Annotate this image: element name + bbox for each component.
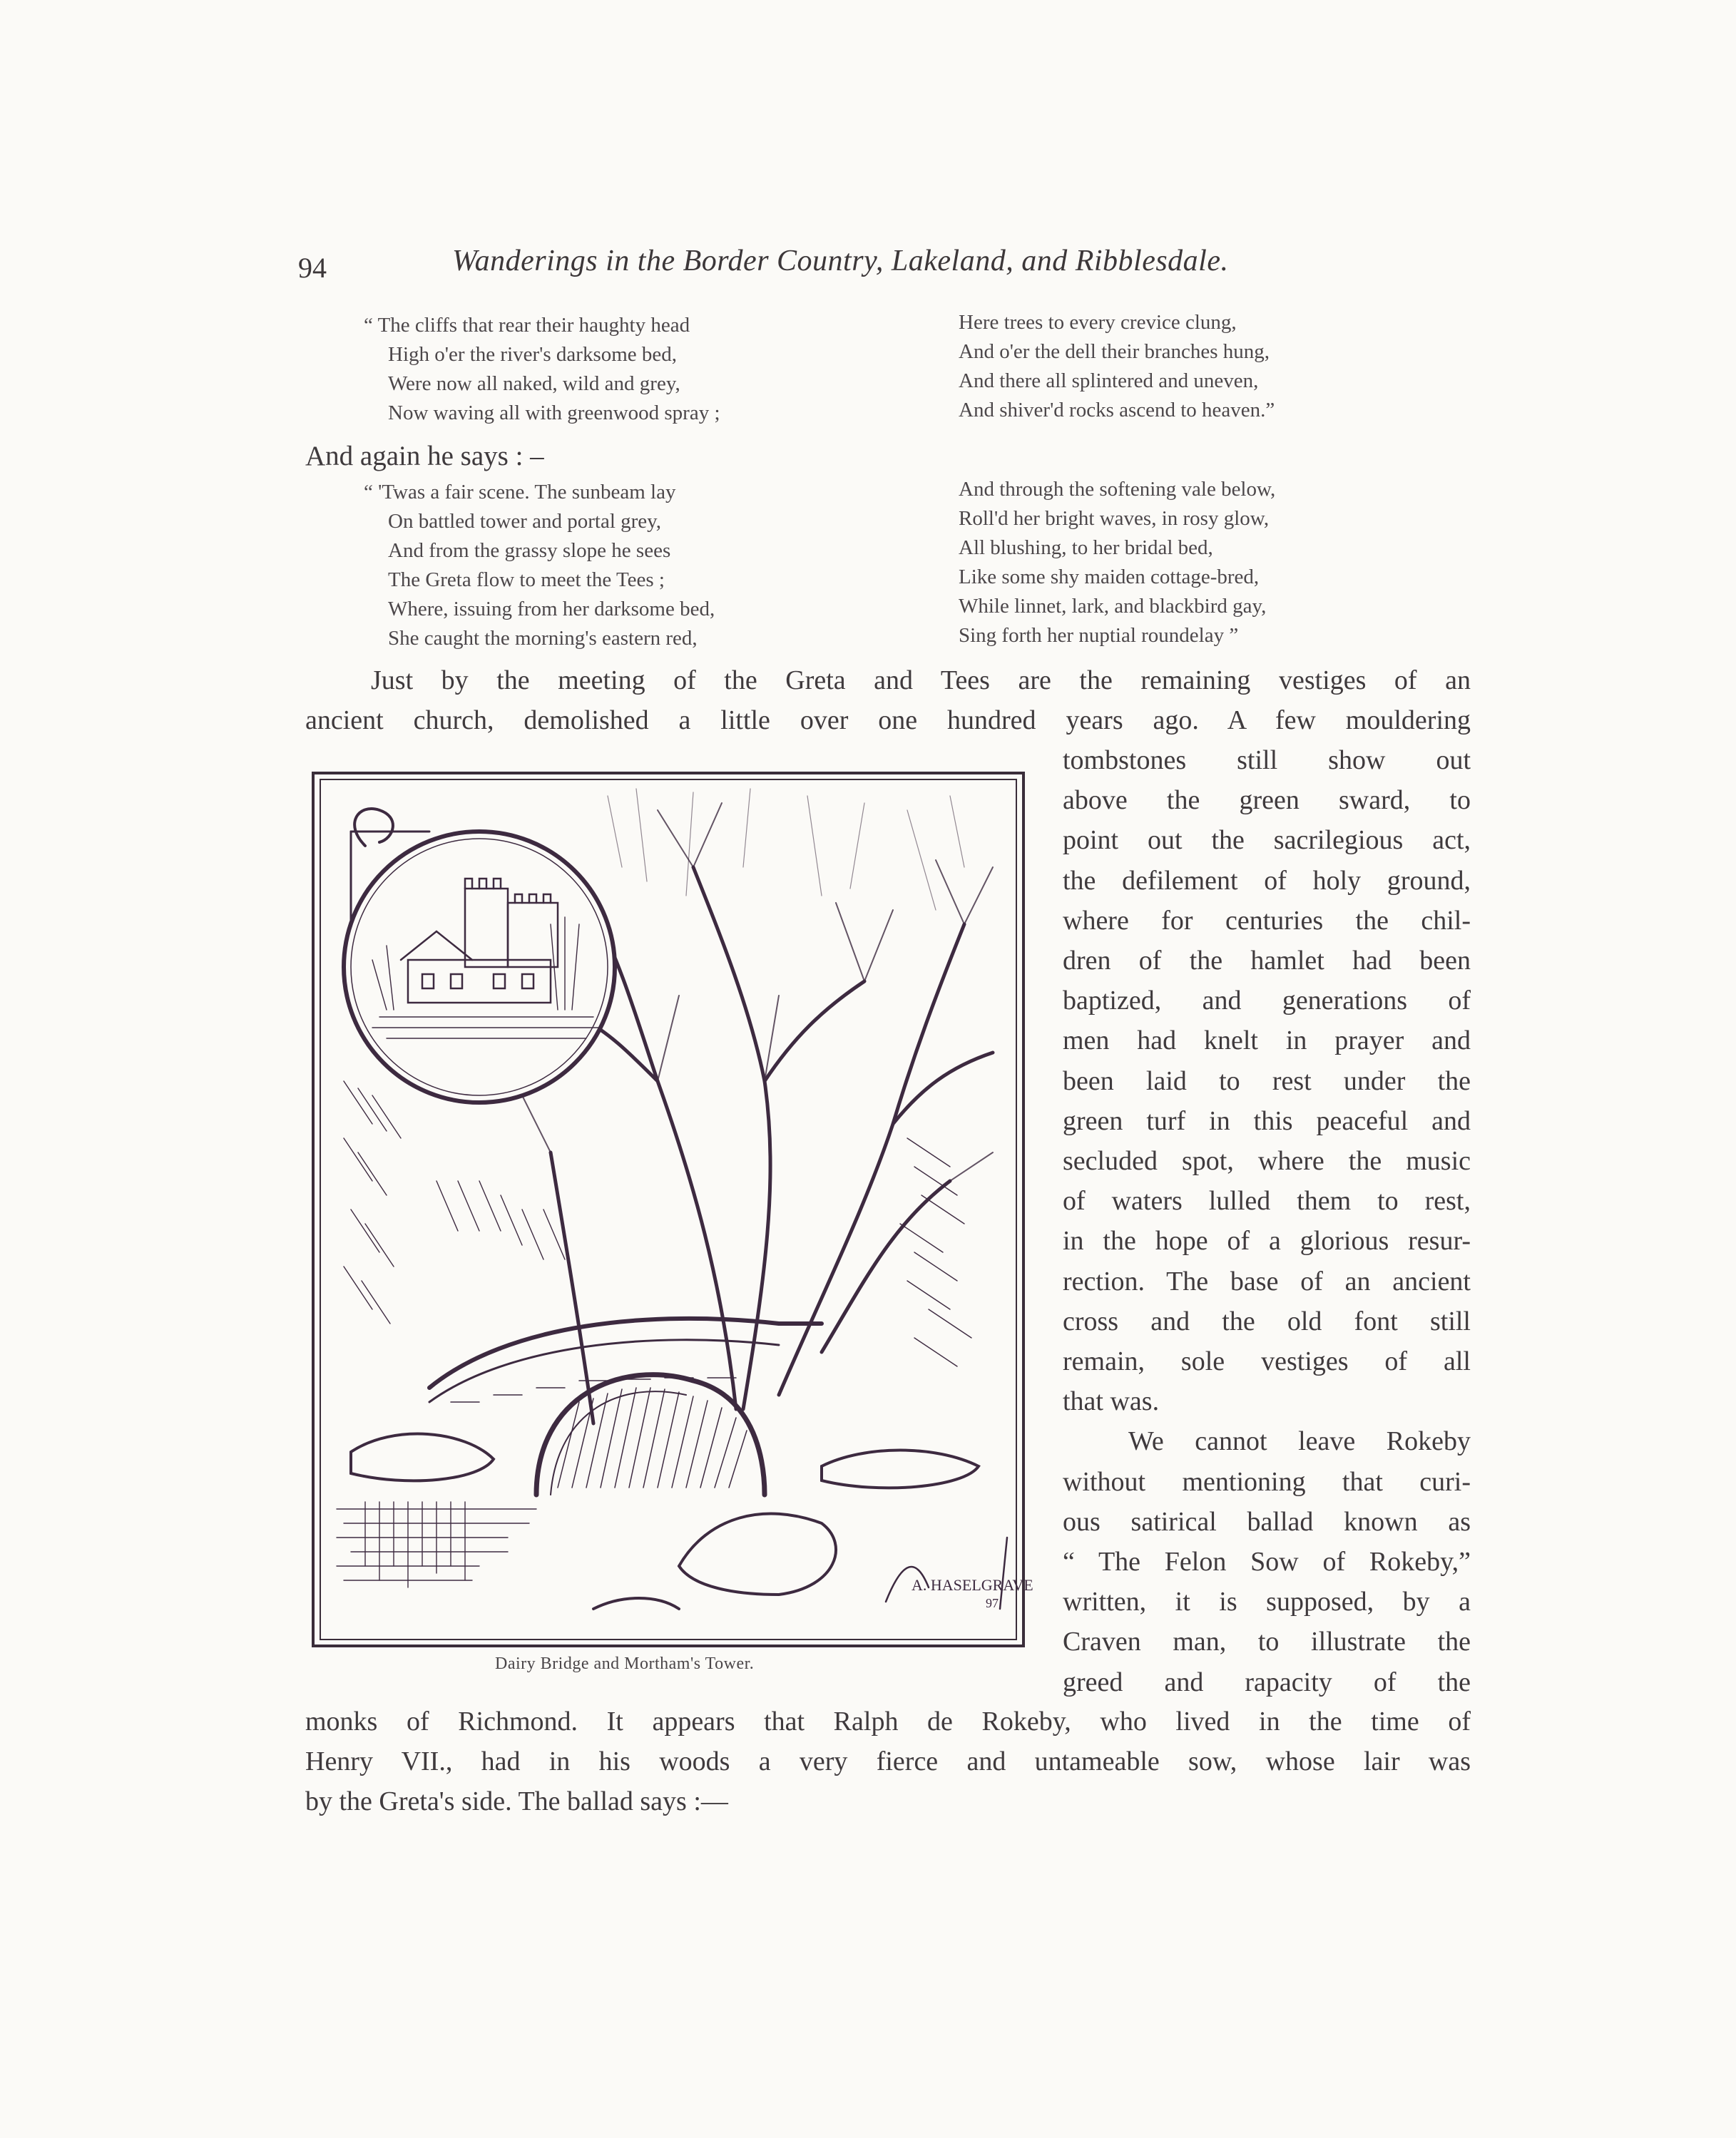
prose-paragraph-opening [305,660,1471,740]
prose-line: the defilement of holy ground, [1063,865,1471,896]
verse-2-left-stanza [364,478,715,653]
prose-line: We cannot leave Rokeby [1128,1426,1471,1457]
prose-line: where for centuries the chil- [1063,905,1471,936]
prose-line: secluded spot, where the music [1063,1146,1471,1177]
verse-line: And there all splintered and uneven, [959,369,1259,392]
prose-line: tombstones still show out [1063,745,1471,775]
prose-line: of waters lulled them to rest, [1063,1186,1471,1217]
prose-line: baptized, and generations of [1063,986,1471,1016]
river-rocks [351,1434,979,1609]
verse-line: Like some shy maiden cottage-bred, [959,566,1260,588]
verse-line: All blushing, to her bridal bed, [959,536,1213,559]
foliage-hatching [344,1081,971,1366]
running-title: Wanderings in the Border Country, Lakeland, and Ribblesdale. [452,245,1229,277]
prose-line: that was. [1063,1386,1160,1417]
verse-line: And from the grassy slope he sees [388,539,671,562]
prose-line: been laid to rest under the [1063,1065,1471,1096]
prose-line: dren of the hamlet had been [1063,946,1471,976]
prose-line: by the Greta's side. The ballad says :— [305,1786,728,1816]
water-lines [337,1502,536,1587]
prose-paragraph-closing [305,1702,1471,1821]
prose-line: “ The Felon Sow of Rokeby,” [1063,1547,1471,1577]
verse-line: Were now all naked, wild and grey, [388,372,680,395]
artist-signature: A. HASELGRAVE [912,1576,1033,1594]
verse-line: The Greta flow to meet the Tees ; [388,568,665,591]
verse-2-right-stanza [959,475,1275,650]
verse-line: High o'er the river's darksome bed, [388,343,678,366]
stone-bridge [429,1319,822,1495]
verse-line: Now waving all with greenwood spray ; [388,401,720,424]
verse-line: Where, issuing from her darksome bed, [388,598,715,620]
prose-line: green turf in this peaceful and [1063,1105,1471,1136]
verse-1-left-stanza [364,311,720,428]
artist-signature-year: 97 [986,1596,999,1610]
prose-line: monks of Richmond. It appears that Ralph de Rokeby, who lived in the time of [305,1707,1471,1737]
verse-line: And o'er the dell their branches hung, [959,340,1270,363]
prose-line: written, it is supposed, by a [1063,1587,1471,1617]
verse-line: Here trees to every crevice clung, [959,311,1237,334]
prose-line: ous satirical ballad known as [1063,1506,1471,1537]
verse-line: And shiver'd rocks ascend to heaven.” [959,399,1275,421]
bare-trees [551,867,993,1423]
sky-hatching [608,789,964,910]
again-he-says-line: And again he says : – [305,441,544,471]
verse-line: “ The cliffs that rear their haughty head [364,314,690,337]
page-number: 94 [298,252,327,284]
prose-line: without mentioning that curi- [1063,1466,1471,1497]
verse-line: On battled tower and portal grey, [388,510,662,533]
verse-line: Sing forth her nuptial roundelay ” [959,624,1239,647]
prose-line: men had knelt in prayer and [1063,1025,1471,1056]
prose-line: greed and rapacity of the [1063,1667,1471,1697]
bridge-stone-hatching [451,1378,747,1488]
prose-line: remain, sole vestiges of all [1063,1346,1471,1377]
prose-line: Henry VII., had in his woods a very fierce and untameable sow, whose lair was [305,1746,1471,1776]
prose-line: Craven man, to illustrate the [1063,1627,1471,1657]
figure-caption: Dairy Bridge and Mortham's Tower. [495,1654,755,1673]
prose-side-column [1063,740,1471,1702]
prose-line: cross and the old font still [1063,1306,1471,1336]
verse-line: “ 'Twas a fair scene. The sunbeam lay [364,481,676,503]
prose-line: rection. The base of an ancient [1063,1266,1471,1296]
prose-line: point out the sacrilegious act, [1063,825,1471,856]
prose-line: in the hope of a glorious resur- [1063,1226,1471,1257]
verse-line: She caught the morning's eastern red, [388,627,698,650]
verse-line: While linnet, lark, and blackbird gay, [959,595,1267,618]
prose-line: above the green sward, to [1063,785,1471,816]
verse-line: Roll'd her bright waves, in rosy glow, [959,507,1270,530]
engraving-dairy-bridge-illustration [322,782,1033,1637]
verse-1-right-stanza [959,308,1275,425]
prose-line: ancient church, demolished a little over one hundred years ago. A few mouldering [305,705,1471,735]
inset-medallion [344,809,615,1103]
verse-line: And through the softening vale below, [959,478,1276,501]
prose-line: Just by the meeting of the Greta and Tees are the remaining vestiges of an [371,665,1471,695]
